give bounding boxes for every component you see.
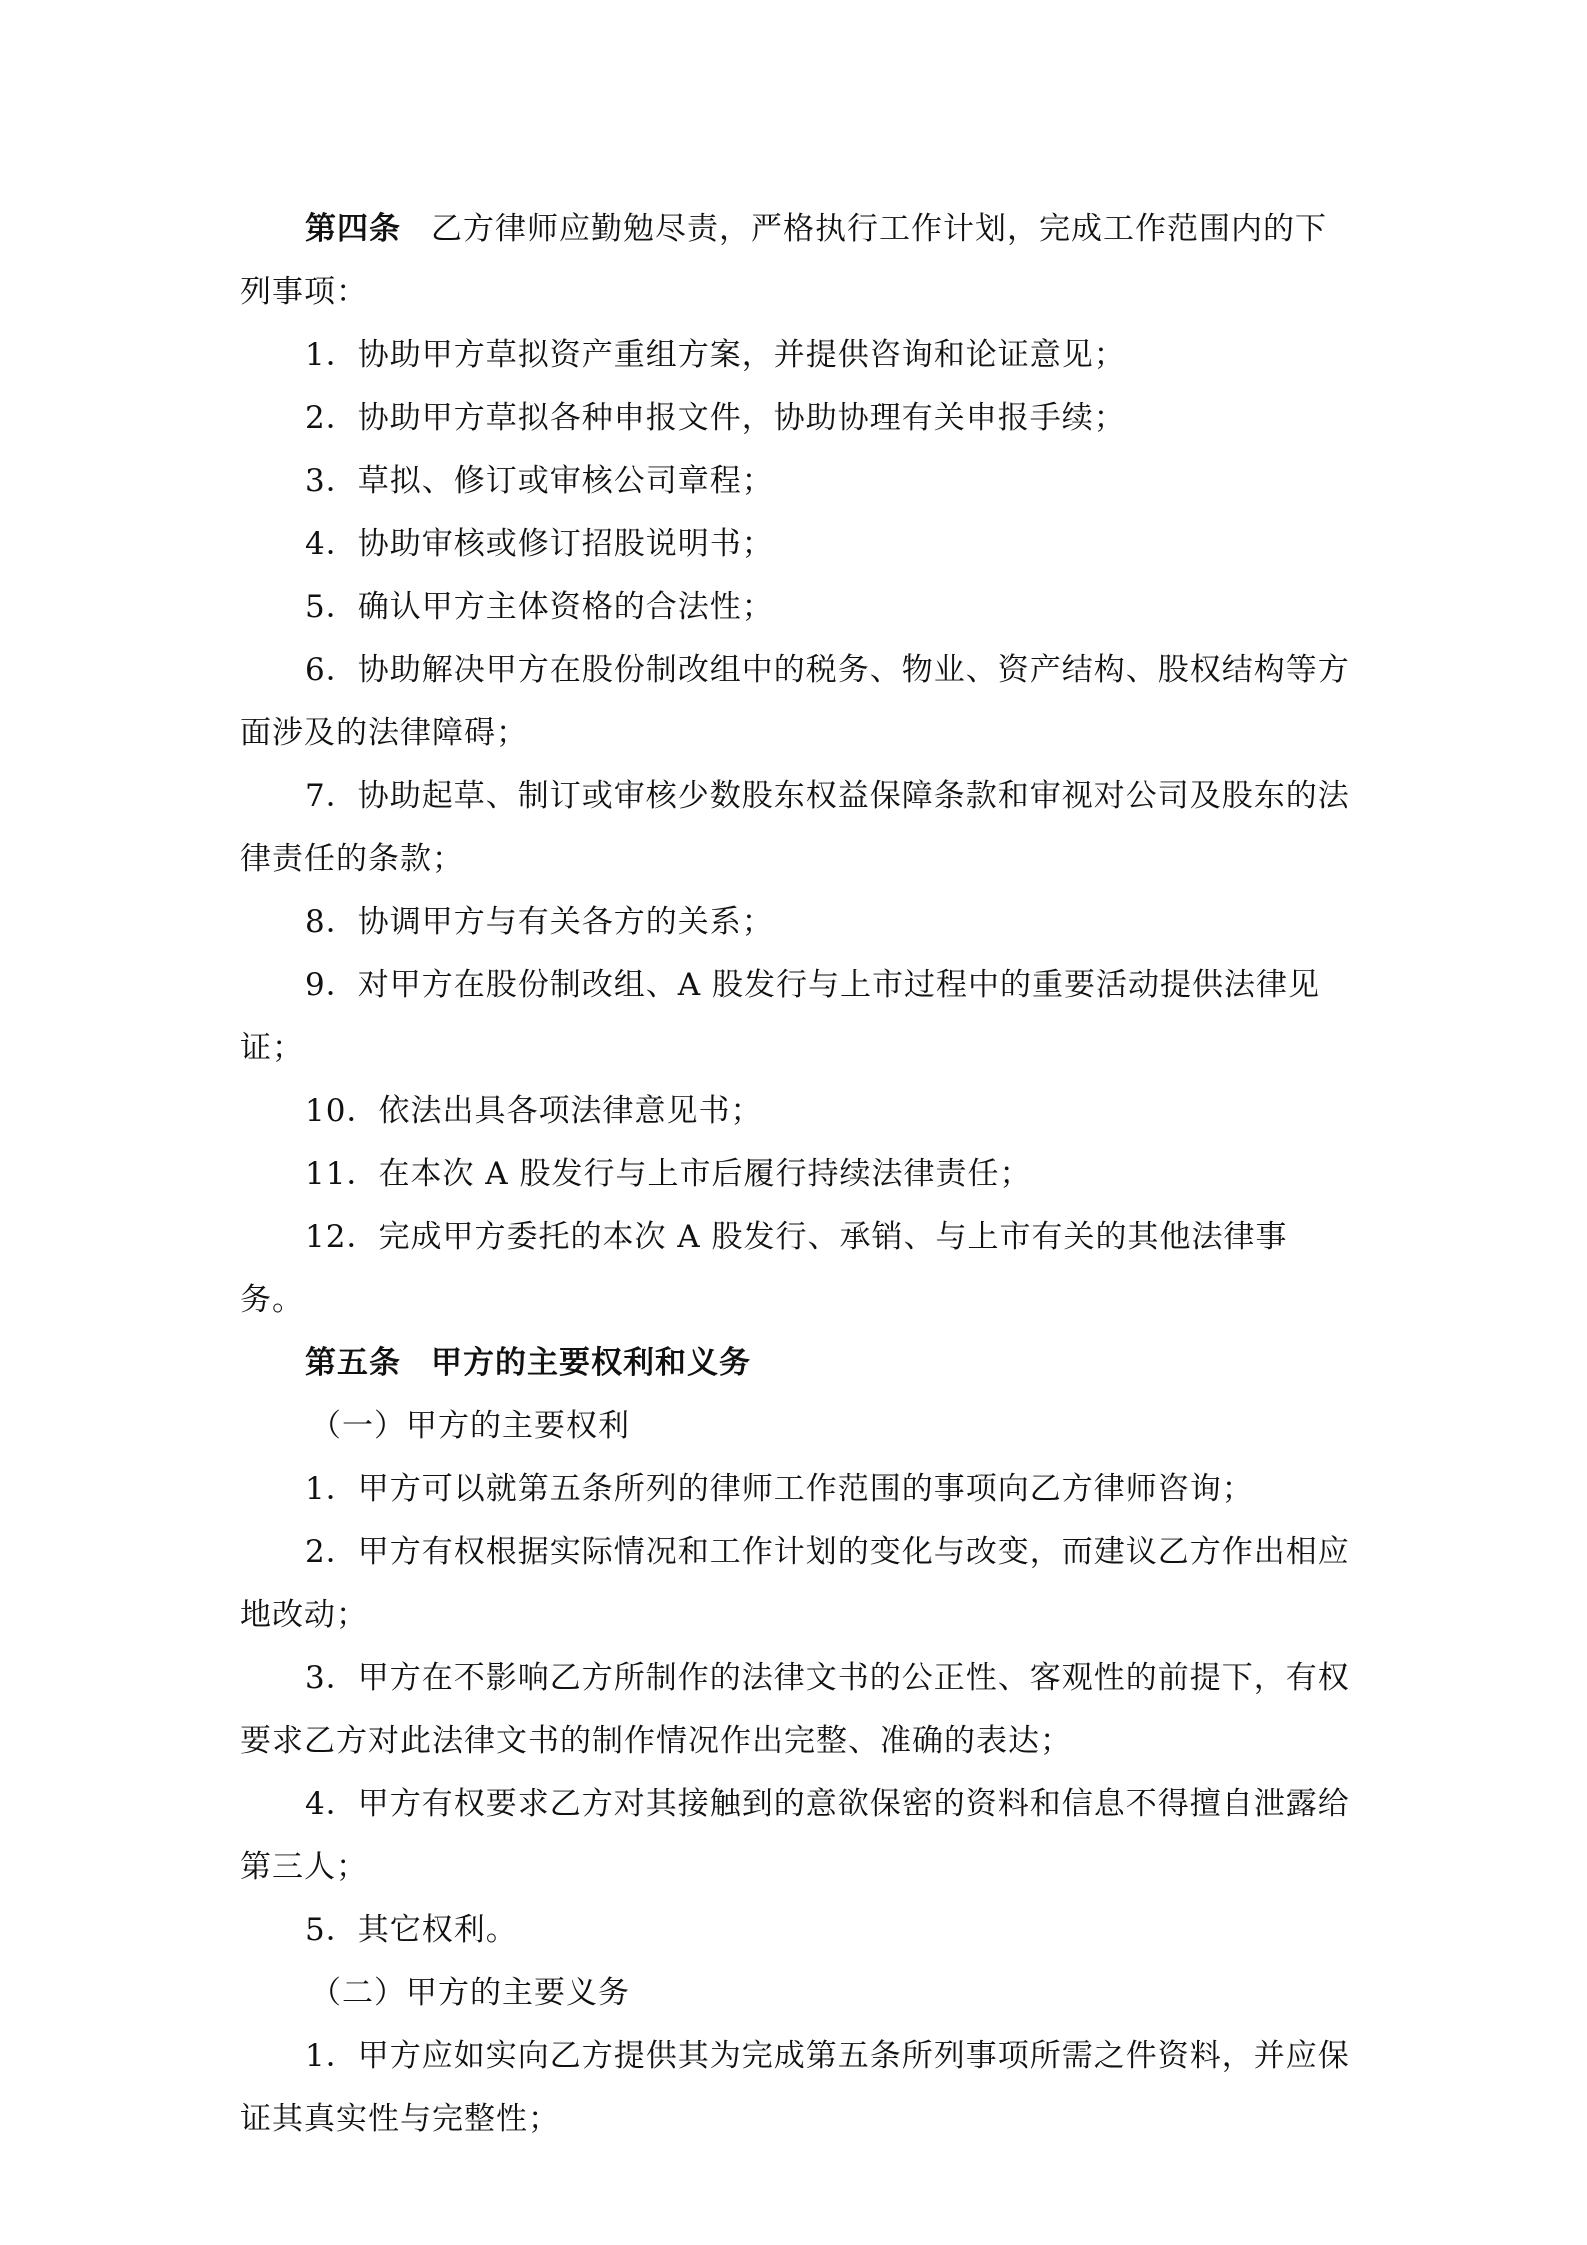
list-item: 3．草拟、修订或审核公司章程；: [305, 463, 774, 499]
list-item: 1．甲方可以就第五条所列的律师工作范围的事项向乙方律师咨询；: [305, 1471, 1254, 1507]
article4-intro: 乙方律师应勤勉尽责，严格执行工作计划，完成工作范围内的下列事项：: [240, 211, 1327, 310]
list-item: 4．甲方有权要求乙方对其接触到的意欲保密的资料和信息不得擅自泄露给第三人；: [240, 1786, 1350, 1885]
list-item: 1．协助甲方草拟资产重组方案，并提供咨询和论证意见；: [305, 337, 1126, 373]
list-item: 4．协助审核或修订招股说明书；: [305, 526, 774, 562]
rights-heading: （一）甲方的主要权利: [310, 1408, 630, 1444]
list-item: 2．协助甲方草拟各种申报文件，协助协理有关申报手续；: [305, 400, 1126, 436]
article5-heading-line: [240, 1332, 1350, 1395]
document-body: [240, 198, 1350, 2151]
list-item: 3．甲方在不影响乙方所制作的法律文书的公正性、客观性的前提下，有权要求乙方对此法律文书的制作情况作出完整、准确的表达；: [240, 1660, 1350, 1759]
article5-heading: 第五条: [305, 1345, 401, 1381]
list-item: 10．依法出具各项法律意见书；: [305, 1093, 763, 1129]
list-item: 5．确认甲方主体资格的合法性；: [305, 589, 774, 625]
list-item: 11．在本次 A 股发行与上市后履行持续法律责任；: [305, 1156, 1032, 1192]
obligations-heading: （二）甲方的主要义务: [310, 1975, 630, 2011]
list-item: 7．协助起草、制订或审核少数股东权益保障条款和审视对公司及股东的法律责任的条款；: [240, 778, 1350, 877]
list-item: 12．完成甲方委托的本次 A 股发行、承销、与上市有关的其他法律事务。: [240, 1219, 1288, 1318]
list-item: 8．协调甲方与有关各方的关系；: [305, 904, 774, 940]
list-item: 9．对甲方在股份制改组、A 股发行与上市过程中的重要活动提供法律见证；: [240, 967, 1320, 1066]
list-item: 1．甲方应如实向乙方提供其为完成第五条所列事项所需之件资料，并应保证其真实性与完整性；: [240, 2038, 1350, 2137]
list-item: 2．甲方有权根据实际情况和工作计划的变化与改变，而建议乙方作出相应地改动；: [240, 1534, 1350, 1633]
article5-title: 甲方的主要权利和义务: [431, 1345, 751, 1381]
list-item: 5．其它权利。: [305, 1912, 518, 1948]
article4-paragraph: [240, 198, 1350, 324]
article4-heading: 第四条: [305, 211, 401, 247]
list-item: 6．协助解决甲方在股份制改组中的税务、物业、资产结构、股权结构等方面涉及的法律障碍；: [240, 652, 1350, 751]
